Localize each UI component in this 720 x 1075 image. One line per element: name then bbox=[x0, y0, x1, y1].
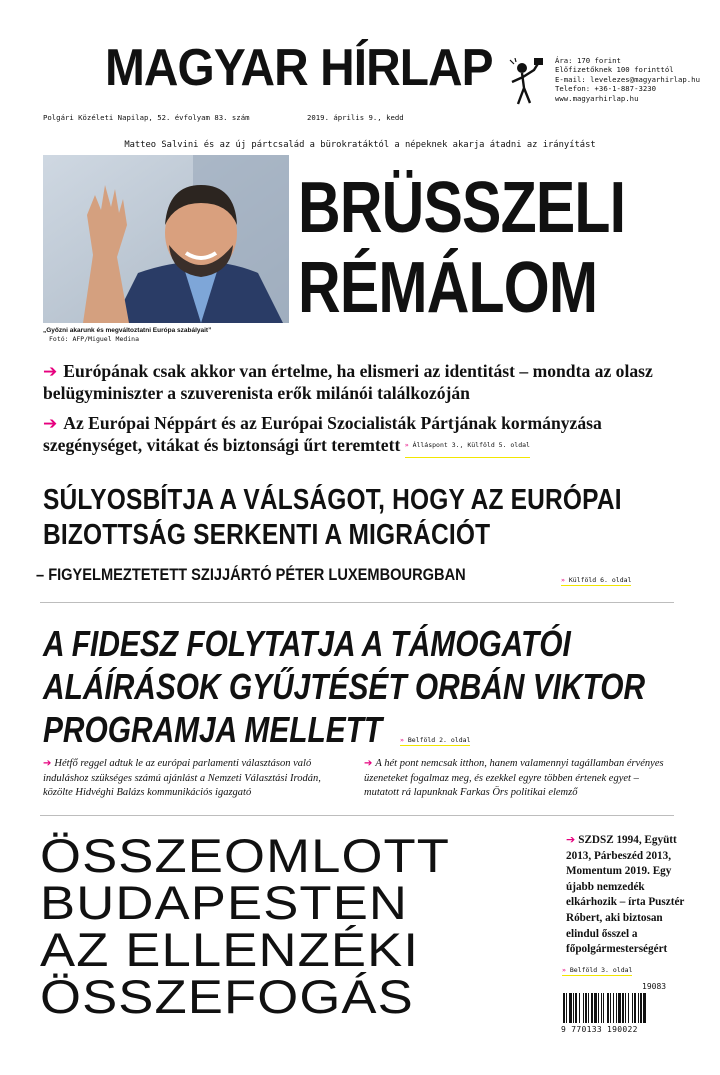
phone-text: Telefon: +36-1-887-3230 bbox=[555, 84, 657, 94]
barcode-icon bbox=[562, 993, 675, 1023]
story4-headline-line1: ÖSSZEOMLOTT bbox=[40, 829, 451, 882]
story2-page-ref[interactable]: » Külföld 6. oldal bbox=[561, 576, 632, 584]
story3-headline-line2: ALÁÍRÁSOK GYŰJTÉSÉT ORBÁN VIKTOR bbox=[43, 666, 646, 707]
mascot-figure-icon bbox=[508, 58, 544, 108]
lead-page-ref[interactable]: » Álláspont 3., Külföld 5. oldal bbox=[405, 435, 530, 458]
story3-page-ref-text: Belföld 2. oldal bbox=[407, 736, 471, 744]
arrow-right-icon: ➔ bbox=[43, 414, 58, 434]
lead-page-ref-text: Álláspont 3., Külföld 5. oldal bbox=[412, 441, 530, 450]
masthead-title: MAGYAR HÍRLAP bbox=[105, 39, 493, 97]
story3-page-ref[interactable]: » Belföld 2. oldal bbox=[400, 736, 471, 744]
story2-page-ref-text: Külföld 6. oldal bbox=[568, 576, 632, 584]
story4-headline-line3: AZ ELLENZÉKI bbox=[40, 923, 420, 976]
story3-headline-line3: PROGRAMJA MELLETT bbox=[43, 709, 383, 750]
story4-page-ref[interactable]: » Belföld 3. oldal bbox=[562, 966, 633, 974]
story2-subheadline: – FIGYELMEZTETETT SZIJJÁRTÓ PÉTER LUXEMBOURGBAN bbox=[36, 565, 466, 584]
story3-headline-line1: A FIDESZ FOLYTATJA A TÁMOGATÓI bbox=[43, 623, 571, 664]
website-text: www.magyarhirlap.hu bbox=[555, 93, 639, 103]
price-text: Ára: 170 forint bbox=[555, 56, 621, 65]
story3-column-right bbox=[364, 757, 674, 801]
story4-page-ref-text: Belföld 3. oldal bbox=[569, 966, 633, 974]
lead-bullet-2-text: Az Európai Néppárt és az Európai Szocialisták Pártjának kormányzása szegénységet, vitákat és biztonsági űrt teremtett bbox=[43, 413, 602, 455]
arrow-right-icon: ➔ bbox=[566, 833, 576, 846]
caption-quote: „Győzni akarunk és megváltoztatni Európa szabályait” bbox=[43, 327, 212, 334]
email-text: E-mail: levelezes@magyarhirlap.hu bbox=[555, 74, 700, 84]
story4-side-text-body: SZDSZ 1994, Együtt 2013, Párbeszéd 2013, Momentum 2019. Egy újabb nemzedék elkárhozik – írta Pusztér Róbert, aki biztosan elindul ősszel a főpolgármesterségért bbox=[566, 834, 685, 956]
lead-bullet-2 bbox=[43, 413, 675, 458]
story3-column-right-text: A hét pont nemcsak itthon, hanem valamennyi tagállamban érvényes üzeneteket fogalmaz meg, és ezekkel egyre többen értenek egyet – mutatott rá lapunknak Farkas Örs politikai elemző bbox=[364, 758, 664, 798]
lead-photo bbox=[43, 155, 289, 323]
barcode-number: 9 770133 190022 bbox=[561, 1025, 638, 1034]
story3-column-left bbox=[43, 757, 353, 801]
lead-kicker: Matteo Salvini és az új pártcsalád a bürokratáktól a népeknek akarja átadni az irányítást bbox=[124, 140, 596, 150]
photo-caption bbox=[43, 326, 293, 344]
arrow-right-icon: ➔ bbox=[43, 758, 52, 769]
divider bbox=[40, 602, 674, 603]
story3-column-left-text: Hétfő reggel adtuk le az európai parlamenti választáson való induláshoz szükséges számú ajánlást a Nemzeti Választási Irodán, közölte Hidvéghi Balázs kommunikációs igazgató bbox=[43, 758, 321, 798]
story4-headline-line2: BUDAPESTEN bbox=[40, 876, 409, 929]
lead-bullet-1 bbox=[43, 361, 675, 404]
issue-date: 2019. április 9., kedd bbox=[307, 113, 404, 122]
story2-headline-line1: SÚLYOSBÍTJA A VÁLSÁGOT, HOGY AZ EURÓPAI bbox=[43, 484, 622, 516]
lead-headline-line2: RÉMÁLOM bbox=[298, 248, 598, 328]
subscriber-price-text: Előfizetőknek 100 forinttól bbox=[555, 65, 674, 75]
divider bbox=[40, 815, 674, 816]
publication-subline: Polgári Közéleti Napilap, 52. évfolyam 83. szám bbox=[43, 113, 250, 122]
issue-code: 19083 bbox=[642, 982, 667, 991]
lead-bullet-1-text: Európának csak akkor van értelme, ha elismeri az identitást – mondta az olasz belügyminiszter a szuverenista erők milánói találkozóján bbox=[43, 361, 653, 403]
lead-headline-line1: BRÜSSZELI bbox=[298, 168, 626, 248]
story4-headline-line4: ÖSSZEFOGÁS bbox=[40, 970, 414, 1023]
story4-side-text bbox=[566, 832, 686, 958]
arrow-right-icon: ➔ bbox=[43, 362, 58, 382]
photo-credit: Fotó: AFP/Miguel Medina bbox=[49, 335, 140, 343]
masthead-info bbox=[555, 56, 700, 103]
story2-headline-line2: BIZOTTSÁG SERKENTI A MIGRÁCIÓT bbox=[43, 519, 491, 551]
arrow-right-icon: ➔ bbox=[364, 758, 373, 769]
